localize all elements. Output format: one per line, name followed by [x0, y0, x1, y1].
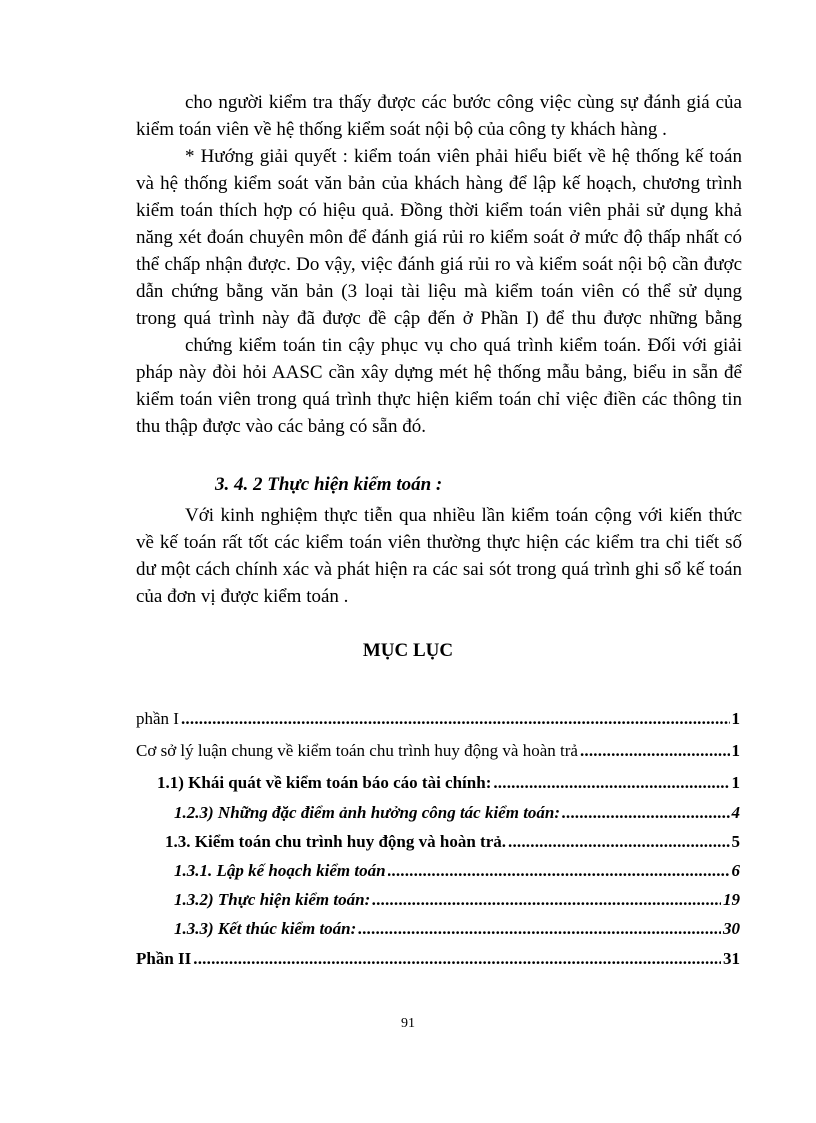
toc-entry-page: 30 — [723, 919, 740, 938]
section-heading: 3. 4. 2 Thực hiện kiểm toán : — [215, 474, 443, 495]
toc-entry[interactable] — [174, 887, 740, 913]
text-line: dẫn chứng bằng văn bản (3 loại tài liệu mà kiểm toán viên có thể sử dụng — [136, 281, 742, 302]
page-number: 91 — [401, 1016, 415, 1031]
text-line: * Hướng giải quyết : kiểm toán viên phải hiểu biết về hệ thống kế toán — [185, 146, 742, 167]
toc-entry-page: 6 — [731, 861, 740, 880]
toc-leader-dots — [372, 887, 721, 913]
toc-leader-dots — [193, 946, 721, 972]
toc-entry[interactable] — [157, 770, 740, 796]
toc-entry[interactable] — [174, 800, 740, 826]
toc-entry[interactable] — [136, 946, 740, 972]
toc-entry-page: 4 — [731, 803, 740, 822]
toc-leader-dots — [493, 770, 729, 796]
text-line: và hệ thống kiểm soát văn bản của khách hàng để lập kế hoạch, chương trình — [136, 173, 742, 194]
toc-entry-label: Cơ sở lý luận chung về kiểm toán chu trình huy động và hoàn trả — [136, 741, 578, 760]
toc-entry-label: phần I — [136, 709, 179, 728]
text-line: năng xét đoán chuyên môn để đánh giá rủi ro kiểm soát ở mức độ thấp nhất có — [136, 227, 742, 248]
text-line: trong quá trình này đã được đề cập đến ở Phần I) để thu được những bằng — [136, 308, 742, 329]
toc-entry-label: 1.3.1. Lập kế hoạch kiểm toán — [174, 861, 386, 880]
text-line: của đơn vị được kiểm toán . — [136, 586, 349, 607]
text-line: thu thập được vào các bảng có sẵn đó. — [136, 416, 426, 437]
toc-leader-dots — [562, 800, 729, 826]
toc-entry-page: 1 — [731, 773, 740, 792]
toc-entry[interactable] — [174, 916, 740, 942]
text-line: về kế toán rất tốt các kiểm toán viên thường thực hiện các kiểm tra chi tiết số — [136, 532, 742, 553]
toc-entry[interactable] — [136, 706, 740, 732]
text-line: dư một cách chính xác và phát hiện ra các sai sót trong quá trình ghi sổ kế toán — [136, 559, 742, 580]
toc-entry-page: 1 — [731, 709, 740, 728]
toc-entry-label: 1.3. Kiểm toán chu trình huy động và hoàn trả. — [165, 832, 506, 851]
text-line: kiểm toán thích hợp có hiệu quả. Đồng thời kiểm toán viên phải sử dụng khả — [136, 200, 742, 221]
toc-entry-page: 31 — [723, 949, 740, 968]
toc-leader-dots — [388, 858, 730, 884]
toc-entry[interactable] — [136, 738, 740, 764]
toc-entry-page: 19 — [723, 890, 740, 909]
toc-leader-dots — [358, 916, 721, 942]
toc-entry-label: Phần II — [136, 949, 192, 968]
toc-entry-label: 1.3.3) Kết thúc kiểm toán: — [174, 919, 357, 938]
toc-entry[interactable] — [165, 829, 740, 855]
toc-entry-label: 1.2.3) Những đặc điểm ảnh hưởng công tác kiểm toán: — [174, 803, 561, 822]
toc-title: MỤC LỤC — [362, 640, 454, 661]
text-line: kiểm toán viên về hệ thống kiểm soát nội bộ của công ty khách hàng . — [136, 119, 667, 140]
toc-entry-page: 5 — [731, 832, 740, 851]
text-line: kiểm toán viên trong quá trình thực hiện kiểm toán chỉ việc điền các thông tin — [136, 389, 742, 410]
toc-entry-label: 1.1) Khái quát về kiểm toán báo cáo tài chính: — [157, 773, 492, 792]
toc-entry[interactable] — [174, 858, 740, 884]
toc-entry-page: 1 — [731, 741, 740, 760]
toc-entry-label: 1.3.2) Thực hiện kiểm toán: — [174, 890, 371, 909]
text-line: chứng kiểm toán tin cậy phục vụ cho quá trình kiểm toán. Đối với giải — [185, 335, 742, 356]
toc-leader-dots — [508, 829, 730, 855]
text-line: cho người kiểm tra thấy được các bước công việc cùng sự đánh giá của — [185, 92, 742, 113]
text-line: thể chấp nhận được. Do vậy, việc đánh giá rủi ro và kiểm soát nội bộ cần được — [136, 254, 742, 275]
toc-leader-dots — [181, 706, 730, 732]
text-line: pháp này đòi hỏi AASC cần xây dựng mét hệ thống mẫu bảng, biểu in sẵn để — [136, 362, 742, 383]
toc-leader-dots — [580, 738, 730, 764]
text-line: Với kinh nghiệm thực tiễn qua nhiều lần kiểm toán cộng với kiến thức — [185, 505, 742, 526]
